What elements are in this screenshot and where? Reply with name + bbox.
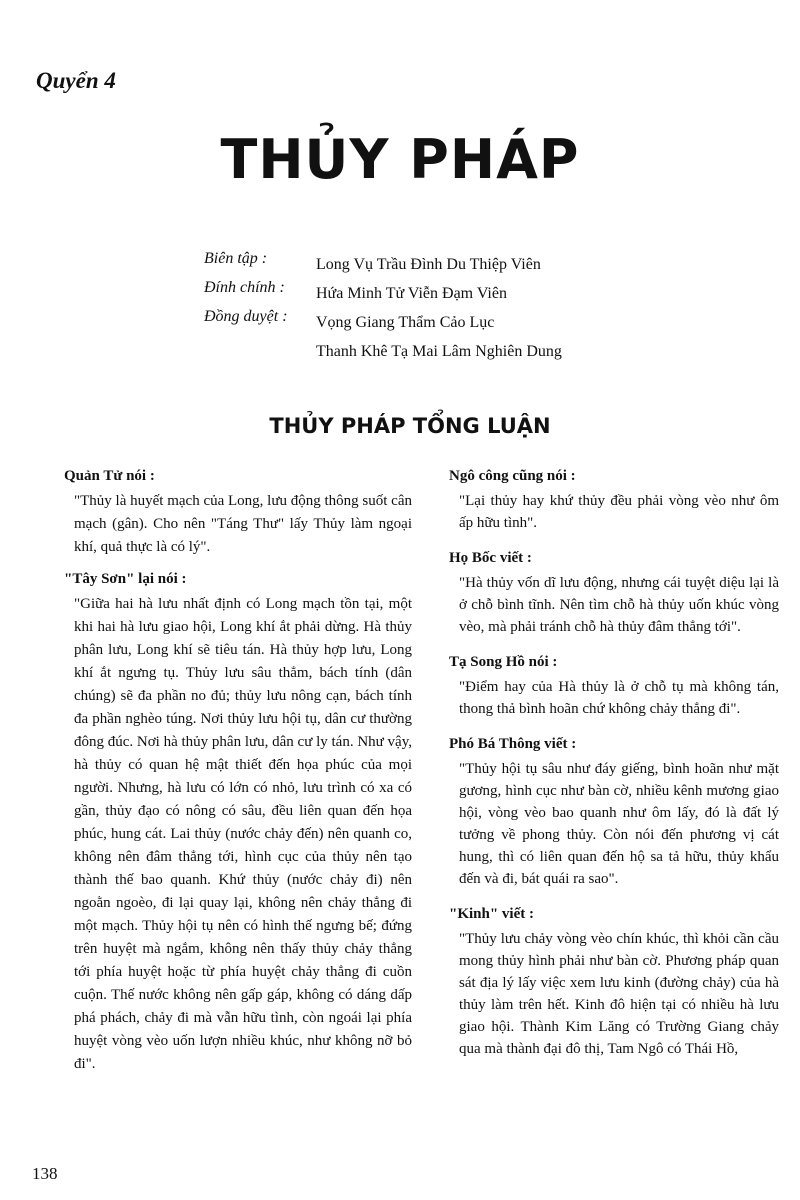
credit-row-editor <box>204 250 562 279</box>
chapter-title: THỦY PHÁP <box>220 128 580 191</box>
quote-heading: Quản Tử nói : <box>64 468 155 484</box>
quote-section <box>64 464 412 559</box>
quote-section <box>449 650 779 720</box>
credit-name: Long Vụ Trầu Đình Du Thiệp Viên <box>316 256 541 273</box>
credit-name: Vọng Giang Thẩm Cảo Lục <box>316 314 495 331</box>
credit-row-corrector <box>204 279 562 308</box>
quote-text: "Thủy hội tụ sâu như đáy giếng, bình hoãn như mặt gương, hình cục như bàn cờ, nhiều kênh mương giao hội, vòng vèo bao quanh như ôm lấy, đó là đất lý tưởng về phong thủy. Còn nói đến phương vị cát hung, thì có liên quan đến hộ sa tả hữu, thủy khẩu đến và đi, bát quái ra sao". <box>459 761 779 887</box>
quote-text: "Hà thủy vốn dĩ lưu động, nhưng cái tuyệt diệu lại là ở chỗ bình tĩnh. Nên tìm chỗ hà thủy uốn khúc vòng vèo, mà phải tránh chỗ hà thủy đâm thẳng tới". <box>459 575 779 635</box>
quote-text: "Thủy lưu chảy vòng vèo chín khúc, thì khỏi cần cầu mong thủy hình phải như bàn cờ. Phương pháp quan sát địa lý lấy việc xem lưu kinh (đường chảy) của hà thủy làm trên hết. Kinh đô hiện tại có nhiều hà lưu giao hội. Thành Kim Lăng có Trường Giang chảy qua mà thành đại đô thị, Tam Ngô có Thái Hồ, <box>459 931 779 1057</box>
quote-section <box>449 902 779 1060</box>
section-title: THỦY PHÁP TỔNG LUẬN <box>269 414 551 438</box>
quote-text: "Lại thủy hay khứ thủy đều phải vòng vèo như ôm ấp hữu tình". <box>459 493 779 531</box>
quote-text: "Thủy là huyết mạch của Long, lưu động thông suốt cân mạch (gân). Cho nên "Táng Thư" lấy Thủy làm ngoại khí, quả thực là có lý". <box>74 493 412 555</box>
quote-text: "Điểm hay của Hà thủy là ở chỗ tụ mà không tán, thong thả bình hoãn chứ không chảy thẳng đi". <box>459 679 779 717</box>
credit-name: Thanh Khê Tạ Mai Lâm Nghiên Dung <box>316 343 562 360</box>
credit-names <box>316 308 562 366</box>
page-number: 138 <box>32 1164 58 1183</box>
credit-row-reviewers <box>204 308 562 366</box>
quote-section <box>64 567 412 1076</box>
quote-heading: Tạ Song Hồ nói : <box>449 654 558 670</box>
book-label: Quyển 4 <box>36 68 116 93</box>
quote-section <box>449 464 779 534</box>
right-column <box>449 464 779 1072</box>
credit-name: Hứa Minh Tử Viễn Đạm Viên <box>316 285 507 302</box>
credit-label: Đính chính : <box>204 279 285 296</box>
quote-heading: Họ Bốc viết : <box>449 550 532 566</box>
credit-names <box>316 250 541 279</box>
quote-section <box>449 732 779 890</box>
quote-text: "Giữa hai hà lưu nhất định có Long mạch tồn tại, một khi hai hà lưu giao hội, Long khí ắt phải dừng. Hà thủy phân lưu, Long khí sẽ tiêu tán. Hà thủy hợp lưu, Long khí ắt ngưng tụ. Thủy lưu sâu thẳm, bách tính (dân chúng) sẽ đa phần no đủ; thủy lưu nông cạn, bách tính đa phần nghèo túng. Nơi thủy lưu hội tụ, dân cư thường đông đúc. Nơi hà thủy phân lưu, dân cư ly tán. Như vậy, hà thủy có quan hệ mật thiết đến họa phúc của mọi người. Nhưng, hà lưu có lớn có nhỏ, lưu trình có xa có gần, thủy đạo có nông có sâu, đều liên quan đến họa phúc, hung cát. Lai thủy (nước chảy đến) nên quanh co, không nên đâm thẳng tới, hình cục của thủy nên tạo thành thế bao quanh. Khứ thủy (nước chảy đi) nên ngoằn ngoèo, đi lại quay lại, không nên chảy thẳng đi một mạch. Thủy hội tụ nên có hình thế ngưng bế; đứng trên huyệt mà ngắm, không nên thấy thủy chảy thẳng tới phía huyệt hoặc từ phía huyệt chảy thẳng đi cuồn cuộn. Thế nước không nên gấp gáp, không có dáng dấp phá phách, chảy đi mà vẫn hữu tình, còn ngoái lại phía huyệt vòng vèo uốn lượn nhiều khúc, như không nỡ bỏ đi". <box>74 596 412 1072</box>
credit-names <box>316 279 507 308</box>
quote-heading: Phó Bá Thông viết : <box>449 736 577 752</box>
left-column <box>64 464 412 1084</box>
quote-heading: Ngô công cũng nói : <box>449 468 576 484</box>
quote-section <box>449 546 779 638</box>
credit-label: Đồng duyệt : <box>204 308 288 325</box>
credit-label: Biên tập : <box>204 250 268 267</box>
quote-heading: "Kinh" viết : <box>449 906 534 922</box>
credits-block <box>204 250 562 366</box>
quote-heading: "Tây Sơn" lại nói : <box>64 571 187 587</box>
